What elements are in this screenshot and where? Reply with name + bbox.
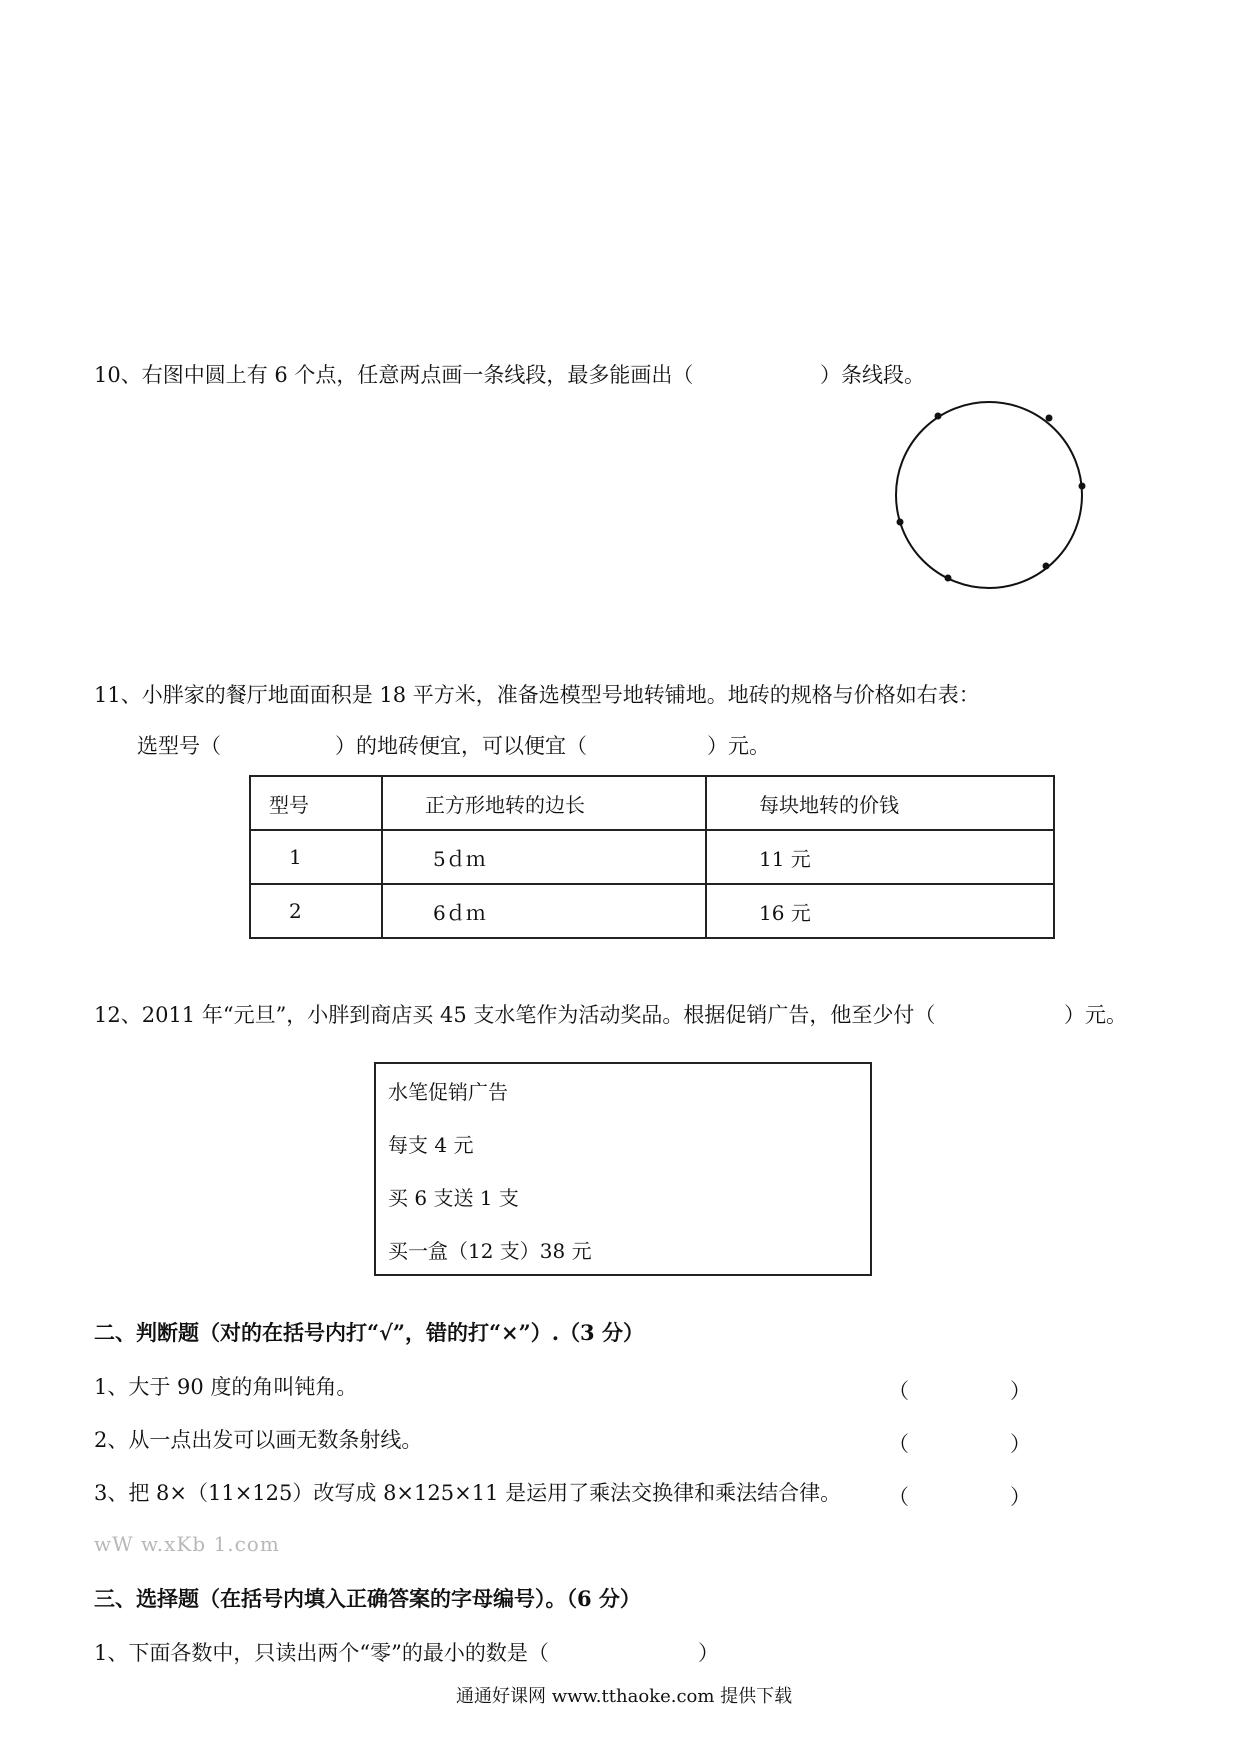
section2-title: 二、判断题（对的在括号内打“√”，错的打“×”）.（3 分） [94, 1320, 644, 1345]
q11-yuan-close: ）元。 [707, 734, 770, 758]
tf-answer-open: （ [888, 1379, 909, 1403]
q11-choose-open: 选型号（ [137, 734, 221, 758]
promo-line: 每支 4 元 [388, 1133, 474, 1157]
q11-cheaper-by: ）的地砖便宜，可以便宜（ [335, 734, 587, 758]
table-cell: 11 元 [706, 830, 1054, 884]
promo-title: 水笔促销广告 [388, 1080, 508, 1104]
circle-point [897, 519, 904, 526]
circle-point [945, 575, 952, 582]
table-cell: 2 [250, 884, 382, 938]
mc-answer-close: ） [698, 1641, 719, 1665]
promo-ad-box [374, 1062, 872, 1276]
tile-price-table [249, 775, 1055, 939]
table-row [250, 884, 1054, 938]
table-cell: 1 [250, 830, 382, 884]
q10-answer-close: ）条线段。 [820, 363, 925, 387]
circle-point [1046, 415, 1053, 422]
tf-item: 2、从一点出发可以画无数条射线。 [94, 1428, 423, 1452]
circle-point [1079, 483, 1086, 490]
circle-point [935, 413, 942, 420]
circle-outline [896, 402, 1082, 588]
q12-answer-close: ）元。 [1064, 1003, 1127, 1027]
q10-text [94, 360, 693, 390]
page-footer: 通通好课网 www.tthaoke.com 提供下载 [456, 1686, 793, 1707]
q11-text: 11、小胖家的餐厅地面面积是 18 平方米，准备选模型号地转铺地。地砖的规格与价格如右表： [94, 683, 980, 707]
circle-figure [886, 392, 1092, 598]
q12-text: 12、2011 年“元旦”，小胖到商店买 45 支水笔作为活动奖品。根据促销广告，他至少付（ [94, 1003, 936, 1027]
tf-item: 1、大于 90 度的角叫钝角。 [94, 1375, 358, 1399]
table-header-cell: 正方形地转的边长 [382, 776, 706, 830]
tf-answer-close: ） [1010, 1379, 1031, 1403]
table-row [250, 830, 1054, 884]
mc-question-1: 1、下面各数中，只读出两个“零”的最小的数是（ [94, 1641, 549, 1665]
tf-answer-close: ） [1010, 1432, 1031, 1456]
table-cell: 16 元 [706, 884, 1054, 938]
promo-line: 买一盒（12 支）38 元 [388, 1239, 592, 1263]
tf-answer-close: ） [1010, 1485, 1031, 1509]
table-cell: 5ｄｍ [382, 830, 706, 884]
circle-point [1043, 563, 1050, 570]
watermark-text: wW w.xKb 1.com [94, 1532, 280, 1556]
table-header-row [250, 776, 1054, 830]
section3-title: 三、选择题（在括号内填入正确答案的字母编号）。（6 分） [94, 1586, 641, 1611]
table-cell: 6ｄｍ [382, 884, 706, 938]
q10-stem: 10、右图中圆上有 6 个点，任意两点画一条线段，最多能画出（ [94, 363, 694, 387]
tf-answer-open: （ [888, 1432, 909, 1456]
table-header-cell: 型号 [250, 776, 382, 830]
promo-line: 买 6 支送 1 支 [388, 1186, 519, 1210]
table-header-cell: 每块地转的价钱 [706, 776, 1054, 830]
tf-item: 3、把 8×（11×125）改写成 8×125×11 是运用了乘法交换律和乘法结合律。 [94, 1481, 842, 1505]
tf-answer-open: （ [888, 1485, 909, 1509]
